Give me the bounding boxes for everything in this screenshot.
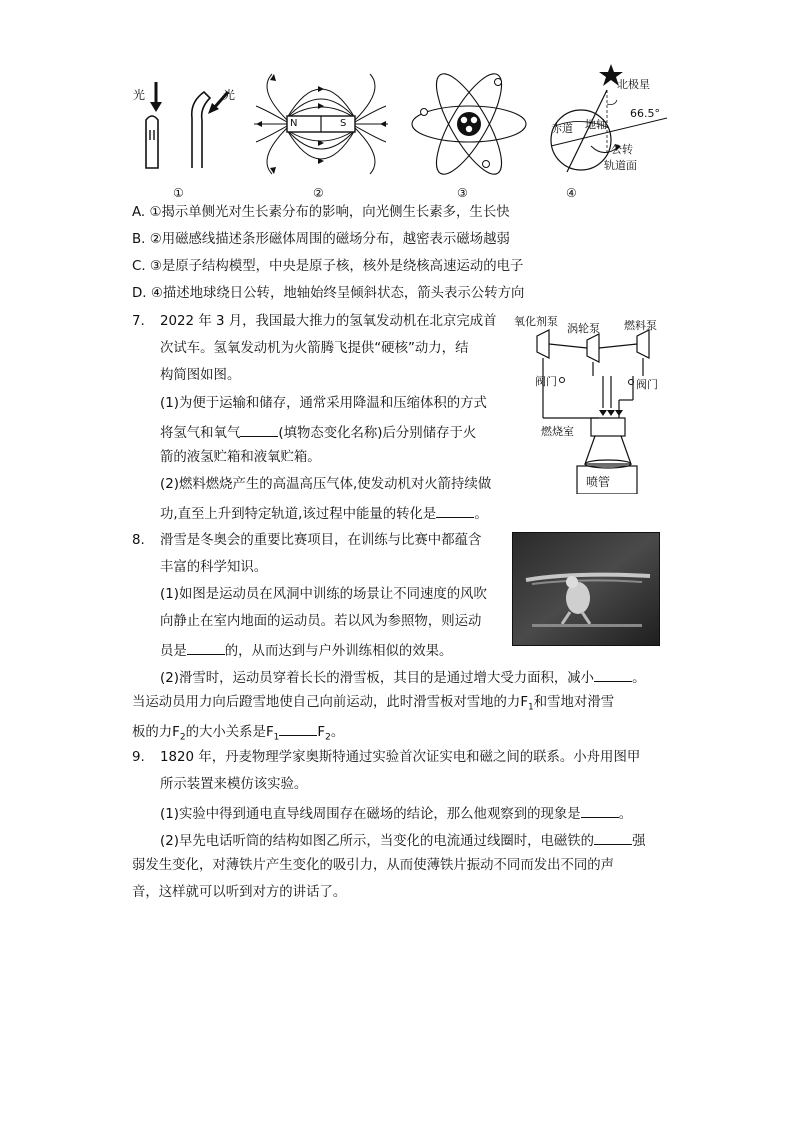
q9-line-4a: (2)早先电话听筒的结构如图乙所示，当变化的电流通过线圈时，电磁铁的 — [160, 834, 595, 849]
q9-line-1: 1820 年，丹麦物理学家奥斯特通过实验首次证实电和磁之间的联系。小舟用图甲 — [160, 750, 641, 765]
oxidizer-pump-label: 氧化剂泵 — [514, 315, 558, 328]
q8-subscript-2: 2 — [179, 732, 186, 743]
figure2-number: ② — [313, 186, 324, 200]
q8-line-7b: 和雪地对滑雪 — [533, 695, 615, 710]
q9-number: 9. — [132, 750, 145, 765]
q8-line-8c: F — [317, 725, 326, 740]
q8-subscript-4: 2 — [325, 732, 331, 743]
q8-number: 8. — [132, 533, 145, 548]
q9-line-6: 音，这样就可以听到对方的讲话了。 — [132, 885, 347, 900]
figure1-number: ① — [173, 186, 184, 200]
figure4-number: ④ — [566, 186, 577, 200]
q8-subscript-1: 1 — [528, 702, 534, 713]
revolution-label: 公转 — [611, 143, 633, 156]
option-a: A. ①揭示单侧光对生长素分布的影响，向光侧生长素多，生长快 — [132, 205, 510, 220]
q7-number: 7. — [132, 314, 145, 329]
fuel-pump-label: 燃料泵 — [624, 319, 657, 332]
q7-line-8 — [160, 503, 488, 524]
nozzle-label: 喷管 — [586, 475, 611, 489]
chamber-label: 燃烧室 — [541, 425, 574, 438]
q7-line-7: (2)燃料燃烧产生的高温高压气体,使发动机对火箭持续做 — [160, 477, 492, 492]
q7-blank-2[interactable] — [436, 503, 474, 518]
q7-line-8a: 功,直至上升到特定轨道,该过程中能量的转化是 — [160, 507, 437, 522]
magnet-south-pole-label: S — [340, 118, 347, 129]
engine-drawing — [515, 314, 665, 494]
figure3-number: ③ — [457, 186, 468, 200]
q8-line-8 — [132, 721, 344, 747]
earth-axis-label: 地轴 — [585, 118, 607, 131]
q8-blank-1[interactable] — [187, 640, 225, 655]
q8-blank-2[interactable] — [594, 667, 632, 682]
q8-line-2: 丰富的科学知识。 — [160, 560, 268, 575]
north-star-label: 北极星 — [617, 78, 650, 91]
figure-bar-magnet — [252, 70, 390, 178]
q9-line-4b: 强 — [632, 834, 646, 849]
figure1-light-label-left: 光 — [133, 88, 146, 102]
q8-subscript-3: 1 — [273, 732, 280, 743]
q7-blank-1[interactable] — [240, 422, 278, 437]
q7-line-1: 2022 年 3 月，我国最大推力的氢氧发动机在北京完成首 — [160, 314, 497, 329]
option-d: D. ④描述地球绕日公转，地轴始终呈倾斜状态，箭头表示公转方向 — [132, 286, 525, 301]
q9-line-2: 所示装置来模仿该实验。 — [160, 777, 308, 792]
q8-line-5a: 员是 — [160, 644, 187, 659]
wind-tunnel-photo — [512, 532, 660, 646]
figure1-light-label-right: 光 — [223, 88, 236, 102]
q8-line-7a: 当运动员用力向后蹬雪地使自己向前运动，此时滑雪板对雪地的力F — [132, 695, 529, 710]
atom-drawing — [410, 66, 528, 182]
axis-angle-label: 66.5° — [630, 107, 660, 120]
q8-line-3: (1)如图是运动员在风洞中训练的场景让不同速度的风吹 — [160, 587, 487, 602]
q9-line-4 — [160, 830, 645, 851]
q8-line-6a: (2)滑雪时，运动员穿着长长的滑雪板，其目的是通过增大受力面积，减小 — [160, 671, 595, 686]
engine-diagram — [515, 314, 665, 494]
magnet-north-pole-label: N — [290, 118, 298, 129]
q8-line-8b: 的大小关系是F — [185, 725, 274, 740]
q9-line-3 — [160, 803, 632, 824]
option-c: C. ③是原子结构模型，中央是原子核，核外是绕核高速运动的电子 — [132, 259, 524, 274]
q8-line-8d: 。 — [330, 725, 345, 740]
q8-line-5 — [160, 640, 452, 661]
q9-line-3b: 。 — [618, 807, 633, 822]
option-b: B. ②用磁感线描述条形磁体周围的磁场分布，越密表示磁场越弱 — [132, 232, 510, 247]
q8-line-8a: 板的力F — [132, 725, 180, 740]
turbo-pump-label: 涡轮泵 — [567, 322, 600, 335]
q8-line-5b: 的，从而达到与户外训练相似的效果。 — [224, 644, 453, 659]
q9-blank-1[interactable] — [581, 803, 619, 818]
figure-atom-model — [410, 66, 528, 182]
q7-line-3: 构简图如图。 — [160, 368, 241, 383]
q8-line-6 — [160, 667, 645, 688]
q7-line-8b: 。 — [474, 507, 488, 522]
q7-line-4: (1)为便于运输和储存，通常采用降温和压缩体积的方式 — [160, 396, 487, 411]
orbit-plane-label: 轨道面 — [604, 159, 637, 172]
q8-line-6b: 。 — [632, 671, 646, 686]
q7-line-5 — [160, 422, 476, 443]
wind-tunnel-image — [512, 532, 660, 646]
q9-blank-2[interactable] — [594, 830, 632, 845]
magnetic-field-drawing — [252, 70, 390, 178]
valve-left-label: 阀门 — [535, 375, 557, 388]
q7-line-5b: (填物态变化名称)后分别储存于火 — [278, 426, 477, 441]
valve-right-label: 阀门 — [636, 378, 658, 391]
q9-line-5: 弱发生变化，对薄铁片产生变化的吸引力，从而使薄铁片振动不同而发出不同的声 — [132, 858, 615, 873]
q8-blank-3[interactable] — [279, 721, 317, 736]
q8-line-4: 向静止在室内地面的运动员。若以风为参照物，则运动 — [160, 614, 482, 629]
q7-line-5a: 将氢气和氧气 — [160, 426, 241, 441]
q8-line-1: 滑雪是冬奥会的重要比赛项目，在训练与比赛中都蕴含 — [160, 533, 482, 548]
q7-line-2: 次试车。氢氧发动机为火箭腾飞提供“硬核”动力，结 — [160, 341, 469, 356]
q7-line-6: 箭的液氢贮箱和液氧贮箱。 — [160, 450, 321, 465]
equator-label: 赤道 — [551, 122, 573, 135]
q8-line-7 — [132, 694, 614, 717]
q9-line-3a: (1)实验中得到通电直导线周围存在磁场的结论，那么他观察到的现象是 — [160, 807, 581, 822]
